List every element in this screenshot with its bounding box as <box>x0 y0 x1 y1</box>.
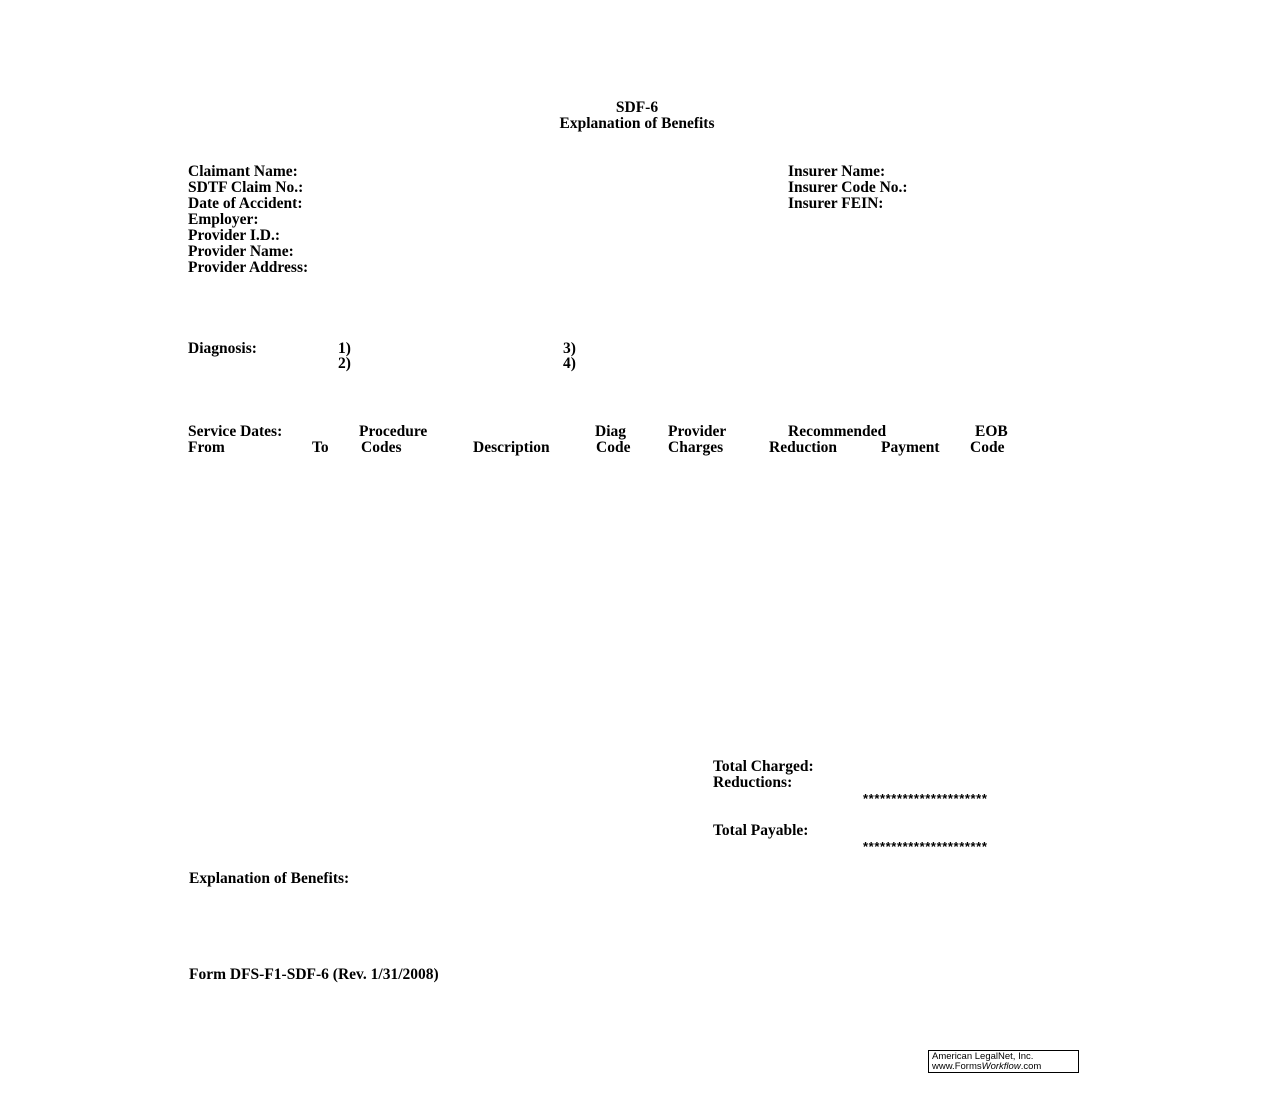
date-of-accident-label: Date of Accident: <box>188 195 303 212</box>
header-provider: Provider <box>668 423 727 440</box>
header-payment: Payment <box>881 439 940 456</box>
insurer-name-label: Insurer Name: <box>788 163 886 180</box>
header-eob: EOB <box>975 423 1008 440</box>
header-charges: Charges <box>668 439 724 456</box>
logo-url-prefix: www.Forms <box>932 1061 982 1072</box>
diagnosis-item-4: 4) <box>563 355 576 372</box>
header-codes: Codes <box>361 439 402 456</box>
total-charged-label: Total Charged: <box>713 758 814 775</box>
employer-label: Employer: <box>188 211 259 228</box>
total-payable-stars: ********************** <box>863 839 988 854</box>
publisher-logo <box>928 1050 1079 1073</box>
header-service-dates: Service Dates: <box>188 423 283 440</box>
header-reduction: Reduction <box>769 439 838 456</box>
claimant-name-label: Claimant Name: <box>188 163 298 180</box>
provider-name-label: Provider Name: <box>188 243 294 260</box>
page-title: Explanation of Benefits <box>559 115 715 132</box>
header-diag: Diag <box>595 423 626 440</box>
header-eob-code: Code <box>970 439 1005 456</box>
total-payable-label: Total Payable: <box>713 822 809 839</box>
header-diag-code: Code <box>596 439 631 456</box>
claimant-fields <box>188 164 308 276</box>
insurer-code-no-label: Insurer Code No.: <box>788 179 908 196</box>
logo-url-suffix: .com <box>1020 1061 1042 1072</box>
header-to: To <box>312 439 329 456</box>
provider-id-label: Provider I.D.: <box>188 227 280 244</box>
form-id: SDF-6 <box>615 99 659 116</box>
explanation-label: Explanation of Benefits: <box>189 870 350 887</box>
reductions-label: Reductions: <box>713 774 793 791</box>
diagnosis-item-1: 1) <box>338 340 351 357</box>
form-number: Form DFS-F1-SDF-6 (Rev. 1/31/2008) <box>189 966 439 983</box>
sdtf-claim-no-label: SDTF Claim No.: <box>188 179 304 196</box>
logo-url-italic: Workflow <box>981 1061 1021 1072</box>
reductions-stars: ********************** <box>863 791 988 806</box>
provider-address-label: Provider Address: <box>188 259 309 276</box>
header-from: From <box>188 439 225 456</box>
insurer-fields <box>788 164 908 212</box>
diagnosis-label: Diagnosis: <box>188 340 257 357</box>
diagnosis-item-2: 2) <box>338 355 351 372</box>
logo-line-1: American LegalNet, Inc. <box>932 1051 1034 1062</box>
logo-line-2 <box>932 1062 1078 1072</box>
header-procedure: Procedure <box>359 423 428 440</box>
diagnosis-item-3: 3) <box>563 340 576 357</box>
insurer-fein-label: Insurer FEIN: <box>788 195 884 212</box>
header-description: Description <box>473 439 550 456</box>
header-recommended: Recommended <box>788 423 887 440</box>
